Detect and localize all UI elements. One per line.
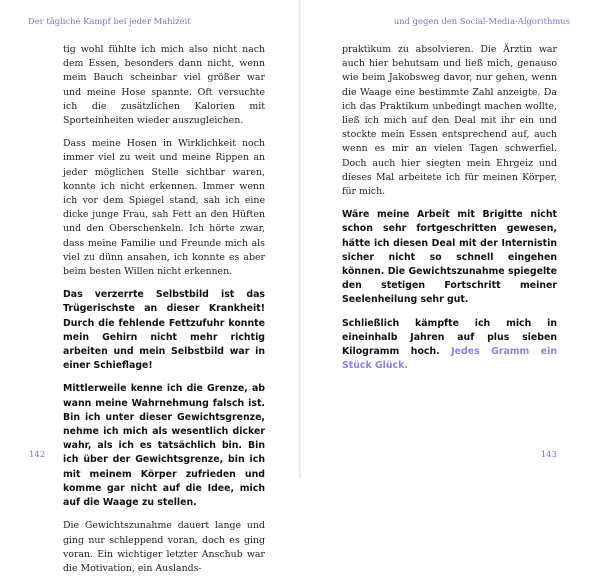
right-paragraph-3 [342, 317, 557, 374]
left-paragraph-1: tig wohl fühlte ich mich also nicht nach dem Essen, besonders dann nicht, wenn mein Bauch scheinbar viel größer war und meine Hose spannte. Oft versuchte ich die zusätzlichen Kalorien mit Sporteinheiten wieder auszugleichen. [63, 44, 265, 127]
left-page [0, 0, 300, 574]
left-page-number: 142 [29, 450, 46, 460]
left-paragraph-5: Die Gewichtszunahme dauert lange und ging nur schleppend voran, doch es ging voran. Ein wichtiger letzter Anschub war die Motivation, ein Auslands- [63, 520, 265, 574]
right-paragraph-1: praktikum zu absolvieren. Die Ärztin war auch hier behutsam und ließ mich, genauso wie beim Jakobsweg davor, nur gehen, wenn die Waage eine bestimmte Zahl anzeigte. Da ich das Praktikum unbedingt machen wollte, ließ ich mich auf den Deal mit ihr ein und stockte mein Essen entsprechend auf, auch wenn es mir an vielen Tagen schwerfiel. Doch auch hier siegten mein Ehrgeiz und dieses Mal arbeitete ich für meinen Körper, für mich. [342, 44, 557, 198]
right-paragraph-3-text: Schließlich kämpfte ich mich in eineinhalb Jahren auf plus sieben Kilogramm hoch. [342, 317, 557, 358]
right-body-text [342, 43, 557, 382]
left-paragraph-2: Dass meine Hosen in Wirklichkeit noch immer viel zu weit und meine Rippen an jeder möglichen Stelle sichtbar waren, konnte ich nicht erkennen. Immer wenn ich vor dem Spiegel stand, sah ich eine dicke junge Frau, sah Fett an den Hüften und den Oberschenkeln. Ich hörte zwar, dass meine Familie und Freunde mich als viel zu dünn ansahen, ich konnte es aber beim besten Willen nicht erkennen. [63, 138, 265, 278]
left-running-head: Der tägliche Kampf bei jeder Mahlzeit [28, 16, 191, 26]
right-page-number: 143 [540, 450, 557, 460]
left-paragraph-3: Das verzerrte Selbstbild ist das Trügerischste an dieser Krankheit! Durch die fehlende Fettzufuhr konnte mein Gehirn nicht mehr richtig arbeiten und mein Selbstbild war in einer Schieflage! [63, 289, 265, 372]
right-running-head: und gegen den Social-Media-Algorithmus [393, 16, 570, 26]
left-paragraph-4: Mittlerweile kenne ich die Grenze, ab wann meine Wahrnehmung falsch ist. Bin ich unter dieser Gewichtsgrenze, nehme ich mich als wesentlich dicker wahr, als ich es tatsächlich bin. Bin ich über der Gewichtsgrenze, bin ich mit meinem Körper zufrieden und komme gar nicht auf die Idee, mich auf die Waage zu stellen. [63, 383, 265, 509]
highlight-quote: Jedes Gramm ein Stück Glück. [342, 346, 558, 372]
right-page [300, 0, 600, 478]
right-paragraph-2: Wäre meine Arbeit mit Brigitte nicht schon sehr fortgeschritten gewesen, hätte ich diesen Deal mit der Internistin sicher nicht so schnell eingehen können. Die Gewichtszunahme spiegelte den stetigen Fortschritt meiner Seelenheilung sehr gut. [342, 209, 557, 306]
left-body-text [63, 43, 265, 585]
